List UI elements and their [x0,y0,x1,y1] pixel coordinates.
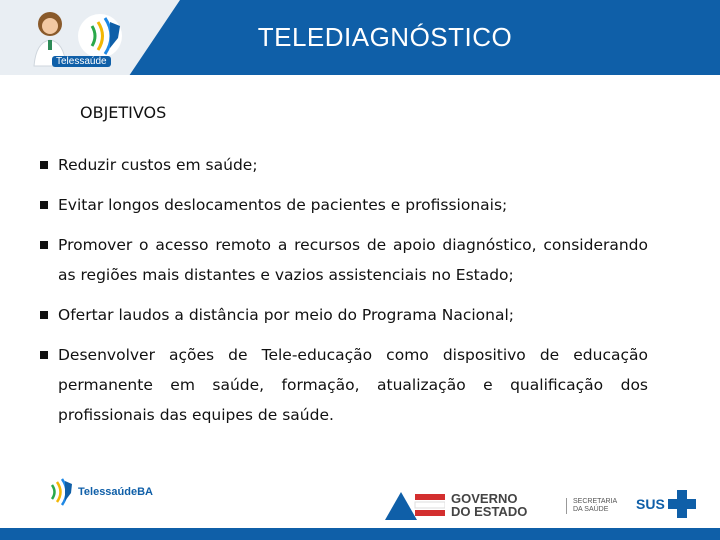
list-item [40,190,648,220]
header-bar [0,0,720,75]
secretaria-line2: DA SAÚDE [573,506,609,513]
footer-bar [0,528,720,540]
section-title: OBJETIVOS [80,103,167,122]
list-item-text: Evitar longos deslocamentos de pacientes e profissionais; [58,196,508,214]
sus-logo [636,490,699,518]
bullet-icon [40,201,48,209]
list-item-text: Reduzir custos em saúde; [58,156,258,174]
list-item [40,340,648,430]
list-item [40,230,648,290]
governo-logo [385,490,527,520]
secretaria-label [566,498,617,514]
bullet-icon [40,241,48,249]
bahia-flag-icon [385,490,445,520]
telessaude-ba-logo [48,475,153,509]
list-item [40,300,648,330]
telessaude-ba-icon [48,475,74,509]
logo-caption: Telessaúde [52,56,111,67]
governo-line1: GOVERNO [451,491,518,506]
telessaude-ba-label: TelessaúdeBA [78,486,153,498]
page-title: TELEDIAGNÓSTICO [257,22,513,52]
secretaria-line1: SECRETARIA [573,498,618,505]
list-item-text: Promover o acesso remoto a recursos de apoio diagnóstico, considerando as regiões mais distantes e vazios assistenciais no Estado; [58,236,648,284]
bullet-icon [40,161,48,169]
list-item-text: Desenvolver ações de Tele-educação como dispositivo de educação permanente em saúde, formação, atualização e qualificação dos profissionais das equipes de saúde. [58,346,648,424]
bullet-icon [40,311,48,319]
list-item [40,150,648,180]
sus-label: SUS [636,496,665,512]
governo-line2: DO ESTADO [451,504,528,519]
bullet-icon [40,351,48,359]
list-item-text: Ofertar laudos a distância por meio do Programa Nacional; [58,306,514,324]
sus-cross-icon [665,490,699,518]
